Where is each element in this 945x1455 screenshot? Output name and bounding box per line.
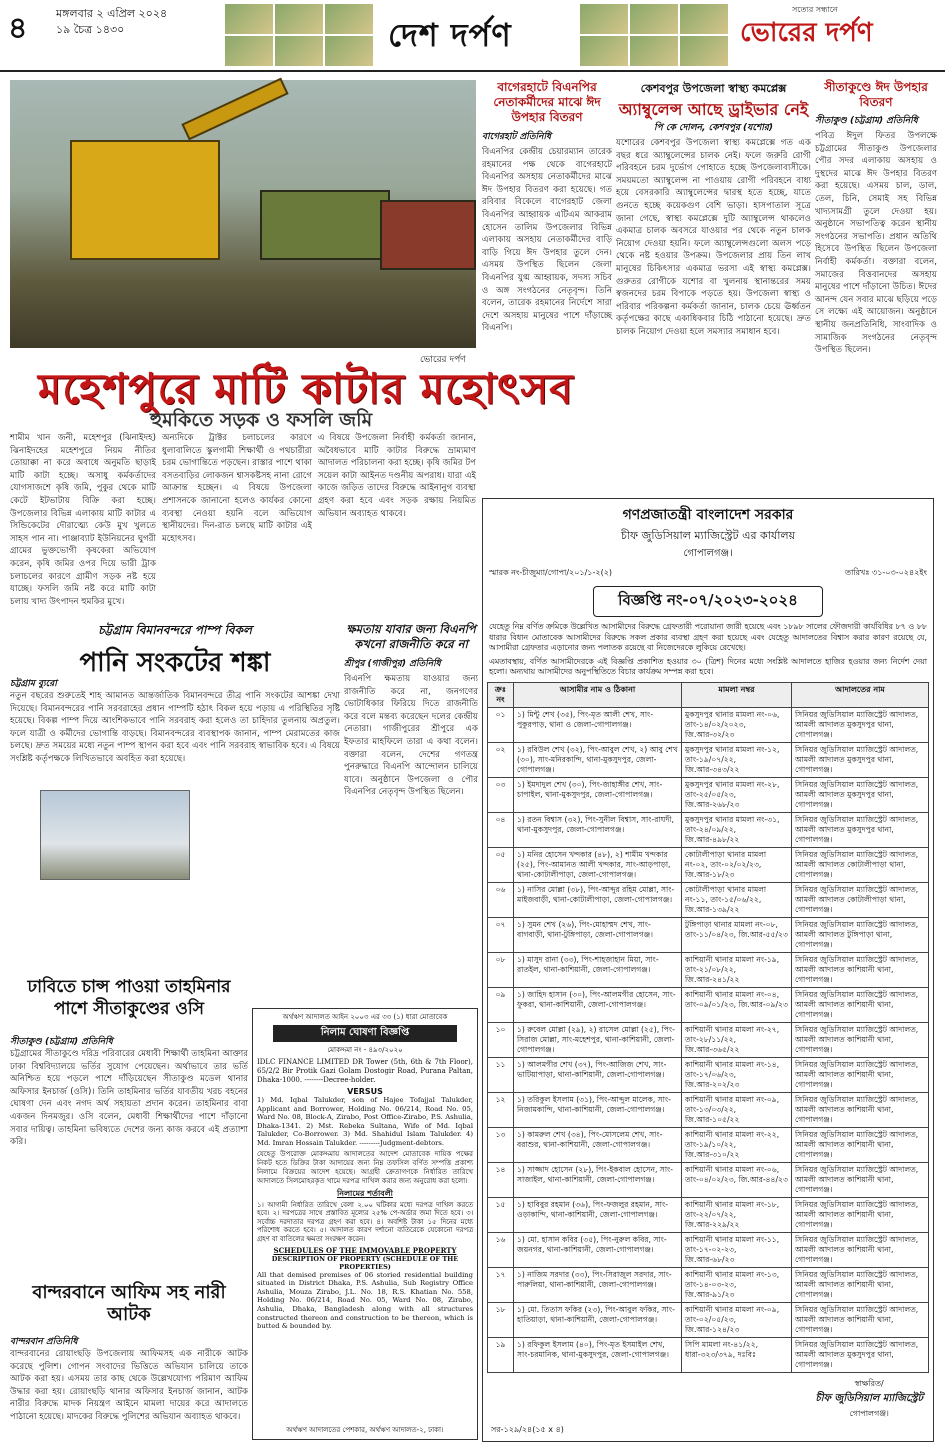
cell-court: সিনিয়র জুডিসিয়াল ম্যাজিস্ট্রেট আদালত, আমলী আদালত কাশিয়ানী থানা, গোপালগঞ্জ।: [792, 1022, 929, 1057]
cell-accused: ১) তরিকুল ইসলাম (৩১), পিং-আব্দুল মালেক, সাং-নিজামকান্দি, থানা-কাশিয়ানী, জেলা-গোপালগঞ্জ।: [514, 1092, 682, 1127]
header-thumbnail: [680, 36, 728, 66]
memo-number: স্মারক নং-চীজুম্যা/গোপা/২০১/১-২(২): [489, 568, 613, 577]
cell-court: সিনিয়র জুডিসিয়াল ম্যাজিস্ট্রেট আদালত, আমলী আদালত কাশিয়ানী থানা, গোপালগঞ্জ।: [792, 952, 929, 987]
newspaper-logo: ভোরের দর্পণ: [740, 18, 873, 48]
header-thumbnail: [630, 4, 678, 34]
cell-accused: ১) জাহিদ হাসান (৩০), পিং-আলমগীর হোসেন, সাং-ফুকরা, থানা-কাশিয়ানী, জেলা-গোপালগঞ্জ।: [514, 987, 682, 1022]
case-table: [487, 682, 929, 1373]
cell-sl: ০৫: [488, 847, 514, 882]
cell-case: মুকসুদপুর থানার মামলা নং-২৮, তাং-২৫/০৫/২৩, জি.আর-২৬৮/২৩: [682, 777, 792, 812]
gov-line3: গোপালগঞ্জ।: [683, 548, 733, 559]
court-warrant-notice: [482, 498, 934, 1442]
cell-accused: ১) মনির হোসেন খন্দকার (৪৮), ২) শামীম খন্দকার (২৫), পিং-আমানত আলী খন্দকার, সাং-আড়পাড়া, থানা-কোটালীপাড়া, জেলা-গোপালগঞ্জ।: [514, 847, 682, 882]
airport-photo: [40, 790, 190, 880]
table-row: [488, 1022, 929, 1057]
story-kicker: কেশবপুর উপজেলা স্বাস্থ্য কমপ্লেক্স: [640, 82, 787, 95]
signature-title: চীফ জুডিসিয়াল ম্যাজিস্ট্রেট: [815, 1393, 923, 1404]
water-story-body: নতুন বছরের শুরুতেই শাহ আমানত আন্তর্জাতিক বিমানবন্দরে তীব্র পানি সংকটের আশঙ্কা দেখা দিয়েছে। বিমানবন্দরের পানি সরবরাহের প্রধান পাম্পটি হঠাৎ বিকল হয়ে পড়ায় এ পরিস্থিতির সৃষ্টি হয়েছে। বিকল্প পাম্প দিয়ে আংশিকভাবে পানি সরবরাহ করা হলেও তা চাহিদার তুলনায় অপ্রতুল। ফলে যাত্রী ও কর্মীদের ভোগান্তি বাড়ছে। বিমানবন্দরের ব্যবস্থাপক জানান, পাম্প মেরামতের কাজ চলছে। দ্রুত সময়ের মধ্যে নতুন পাম্প স্থাপন করা হবে এবং পানি সরবরাহ স্বাভাবিক হবে। এ বিষয়ে সংশ্লিষ্ট কর্তৃপক্ষকে লিখিতভাবে অবহিত করা হয়েছে।: [10, 691, 340, 764]
cell-accused: ১) মাসুদ রানা (৩৩), পিং-শাহজাহান মিয়া, সাং-রাতইল, থানা-কাশিয়ানী, জেলা-গোপালগঞ্জ।: [514, 952, 682, 987]
story-byline: সীতাকুণ্ড (চট্টগ্রাম) প্রতিনিধি: [10, 1037, 113, 1047]
header-thumbnail: [580, 36, 628, 66]
date-gregorian: মঙ্গলবার ২ এপ্রিল ২০২৪: [56, 7, 168, 20]
page-number: ৪: [8, 11, 28, 46]
ad-conditions: ১। আগামী নির্ধারিত তারিখে বেলা ২.০০ ঘটিকার মধ্যে দরপত্র দাখিল করতে হবে। ২। দরপত্রের সাথে প্রস্তাবিত মূল্যের ২৫% পে-অর্ডার জমা দিতে হবে। ৩। সর্বোচ্চ দরদাতার দরপত্র গ্রহণ করা হবে। ৪। অবশিষ্ট টাকা ১৫ দিনের মধ্যে পরিশোধ করতে হবে। ৫। আদালত কারণ দর্শানো ব্যতিরেকে যেকোনো দরপত্র গ্রহণ বা বাতিলের ক্ষমতা সংরক্ষণ করেন।: [257, 1200, 473, 1243]
ad-defendants: 1) Md. Iqbal Talukder, son of Hajee Tofajjal Talukder, Applicant and Borrower, Holding No. 06/214, Road No. 05, Ward No. 08, Block-A, Zirabo, Post Office-Zirabo, P.S. Ashulia, Dhaka-1341. 2) Mst. Rebeka Sultana, Wife of Md. Iqbal Talukder, Co-Borrower. 3) Md. Shahidul Islam Talukder. 4) Md. Imran Hossain Talukder. ---------Judgment-debtors.: [257, 1096, 473, 1147]
cell-court: সিনিয়র জুডিসিয়াল ম্যাজিস্ট্রেট আদালত, আমলী আদালত কাশিয়ানী থানা, গোপালগঞ্জ।: [792, 1232, 929, 1267]
cell-sl: ১৩: [488, 1127, 514, 1162]
cell-sl: ০৮: [488, 952, 514, 987]
cell-accused: ১) হাবিবুর রহমান (৩৬), পিং-ফজলুর রহমান, সাং-ওড়াকান্দি, থানা-কাশিয়ানী, জেলা-গোপালগঞ্জ।: [514, 1197, 682, 1232]
date-line: [56, 6, 167, 38]
ad-notice-body: যেহেতু উপরোক্ত মোকদ্দমায় আদালতের আদেশ মোতাবেক দায়িক পক্ষের নিকট হতে ডিক্রির টাকা আদায়ের জন্য নিম্ন তফসিল বর্ণিত সম্পত্তি প্রকাশ্য নিলামে বিক্রয়ের আদেশ হয়েছে। আগ্রহী ক্রেতাগণকে নির্ধারিত তারিখে আদালতে সিলমোহরকৃত খামে দরপত্র দাখিল করার জন্য অনুরোধ করা হলো।: [257, 1149, 473, 1185]
tractor-trailer: [380, 200, 476, 270]
gov-line2: চীফ জুডিসিয়াল ম্যাজিস্ট্রেট এর কার্যালয়: [620, 529, 796, 542]
lead-subheadline: হুমকিতে সড়ক ও ফসলি জমি: [150, 409, 373, 431]
cell-case: টুঙ্গিপাড়া থানার মামলা নং-০৮, তাং-১১/০৪/২৩, জি.আর-৫৫/২৩: [682, 917, 792, 952]
table-row: [488, 1092, 929, 1127]
cell-case: কাশিয়ানী থানার মামলা নং-১৩, তাং-১৪-০৩-২৩, জি.আর-৯১/২৩: [682, 1267, 792, 1302]
water-story-head: [10, 622, 340, 678]
story-headline: বাগেরহাটে বিএনপির নেতাকর্মীদের মাঝে ঈদ উপহার বিতরণ: [493, 80, 601, 124]
story-body: যশোরের কেশবপুর উপজেলা স্বাস্থ্য কমপ্লেক্সে গত এক বছর ধরে অ্যাম্বুলেন্সের চালক নেই। ফলে জরুরি রোগী পরিবহনে চরম দুর্ভোগ পোহাতে হচ্ছে উপজেলাবাসীকে। সময়মতো অ্যাম্বুলেন্স না পাওয়ায় রোগী পরিবহনে বাধ্য হয়ে বেসরকারি অ্যাম্বুলেন্সের দ্বারস্থ হতে হচ্ছে, যাতে গুনতে হচ্ছে কয়েকগুণ বেশি ভাড়া। হাসপাতাল সূত্রে জানা গেছে, স্বাস্থ্য কমপ্লেক্সে দুটি অ্যাম্বুলেন্স থাকলেও একমাত্র চালক অবসরে যাওয়ার পর থেকে নতুন চালক নিয়োগ দেওয়া হয়নি। ফলে অ্যাম্বুলেন্সগুলো অলস পড়ে থেকে নষ্ট হওয়ার উপক্রম। উপজেলার প্রায় তিন লাখ মানুষের চিকিৎসার একমাত্র ভরসা এই স্বাস্থ্য কমপ্লেক্স। গুরুতর রোগীকে যশোর বা খুলনায় স্থানান্তরের সময় স্বজনদের চরম বিপাকে পড়তে হয়। উপজেলা স্বাস্থ্য ও পরিবার পরিকল্পনা কর্মকর্তা জানান, চালক চেয়ে ঊর্ধ্বতন কর্তৃপক্ষের কাছে একাধিকবার চিঠি পাঠানো হয়েছে। দ্রুত চালক নিয়োগ দেওয়া হলে সমস্যার সমাধান হবে।: [616, 138, 811, 337]
case-table-body: [488, 707, 929, 1372]
col-serial: ক্রঃ নং: [488, 682, 514, 707]
table-row: [488, 952, 929, 987]
ad-schedule-sub: DESCRIPTION OF PROPERTY (SCHEDULE OF THE PROPERTIES): [271, 1254, 459, 1271]
cell-court: সিনিয়র জুডিসিয়াল ম্যাজিস্ট্রেট আদালত, আমলী আদালত কোটালীপাড়া থানা, গোপালগঞ্জ।: [792, 847, 929, 882]
cell-court: সিনিয়র জুডিসিয়াল ম্যাজিস্ট্রেট আদালত, আমলী আদালত কাশিয়ানী থানা, গোপালগঞ্জ।: [792, 1267, 929, 1302]
table-row: [488, 1302, 929, 1337]
cell-accused: ১) নাজিম সরদার (৩৩), পিং-সিরাজুল সরদার, সাং-পারুলিয়া, থানা-কাশিয়ানী, জেলা-গোপালগঞ্জ।: [514, 1267, 682, 1302]
cell-case: কাশিয়ানী থানার মামলা নং-০৯, তাং-১৩/০৩/২২, জি.আর-১০৫/২২: [682, 1092, 792, 1127]
cell-sl: ১৬: [488, 1232, 514, 1267]
ad-court-line: অর্থঋণ আদালত আইন ২০০৩ এর ৩৩ (১) ধারা মোতাবেক: [282, 1013, 448, 1021]
story-body: বিএনপির কেন্দ্রীয় চেয়ারম্যান তারেক রহমানের পক্ষ থেকে বাগেরহাটে বিএনপির অসহায় নেতাকর্মীদের মাঝে ঈদ উপহার বিতরণ করা হয়েছে। গত রবিবার বিকেলে বাগেরহাট জেলা বিএনপির আহ্বায়ক এটিএম আকরাম হোসেন তালিম উপজেলার বিভিন্ন এলাকায় অসহায় নেতাকর্মীদের বাড়ি বাড়ি গিয়ে ঈদ উপহার তুলে দেন। এসময় উপস্থিত ছিলেন জেলা বিএনপির যুগ্ম আহ্বায়ক, সদস্য সচিব ও অঙ্গ সংগঠনের নেতৃবৃন্দ। তিনি বলেন, তারেক রহমানের নির্দেশে সারা দেশে অসহায় মানুষের পাশে দাঁড়াচ্ছে বিএনপি।: [482, 147, 612, 334]
ad-versus: VERSUS: [347, 1087, 383, 1096]
lead-headline: মহেশপুরে মাটি কাটার মহোৎসব: [38, 364, 574, 413]
cell-accused: ১) সাজ্জাদ হোসেন (২৮), পিং-ইকবাল হোসেন, সাং-সাজাইল, থানা-কাশিয়ানী, জেলা-গোপালগঞ্জ।: [514, 1162, 682, 1197]
header-thumbnail: [325, 4, 373, 34]
photo-credit: ভোরের দর্পণ: [420, 355, 466, 365]
table-row: [488, 1127, 929, 1162]
cell-sl: ১১: [488, 1057, 514, 1092]
header-thumbnail: [580, 4, 628, 34]
gov-line1: গণপ্রজাতন্ত্রী বাংলাদেশ সরকার: [622, 507, 794, 523]
col-case: মামলা নম্বর: [682, 682, 792, 707]
col-accused: আসামীর নাম ও ঠিকানা: [514, 682, 682, 707]
notice-footer-code: সর-১২৯/২৪(১৫ x ৪): [491, 1425, 564, 1434]
cell-case: কোটালীপাড়া থানার মামলা নং-১১, তাং-১৫/০৬/২২, জি.আর-১৩৯/২২: [682, 882, 792, 917]
cell-accused: ১) রফিকুল ইসলাম (৪০), পিং-মৃত ইসমাইল শেখ, সাং-চরমানিক, থানা-মুকসুদপুর, জেলা-গোপালগঞ্জ।: [514, 1337, 682, 1372]
story-headline: ক্ষমতায় যাবার জন্য বিএনপি কখনো রাজনীতি করে না: [346, 622, 476, 651]
cell-case: কাশিয়ানী থানার মামলা নং-১১, তাং-১৭-০২-২৩, জি.আর-৬৮/২৩: [682, 1232, 792, 1267]
cell-case: কাশিয়ানী থানার মামলা নং-১৮, তাং-২২/০৭/২২, জি.আর-২২৯/২২: [682, 1197, 792, 1232]
header-thumbnail: [225, 36, 273, 66]
signature-place: গোপালগঞ্জ।: [849, 1409, 889, 1418]
signature: স্বাক্ষরিত/: [854, 1379, 884, 1388]
date-bangla: ১৯ চৈত্র ১৪৩০: [56, 23, 125, 36]
story-headline: পানি সংকটের শঙ্কা: [79, 648, 271, 678]
cell-accused: ১) ইমদাদুল শেখ (৩০), পিং-জাহাঙ্গীর শেখ, সাং-চাপাইল, থানা-মুকসুদপুর, জেলা-গোপালগঞ্জ।: [514, 777, 682, 812]
cell-accused: ১) রুবেল মোল্লা (২৯), ২) রাসেল মোল্লা (২৫), পিং-সিরাজ মোল্লা, সাং-মহেশপুর, থানা-কাশিয়ানী, জেলা-গোপালগঞ্জ।: [514, 1022, 682, 1057]
cell-case: সিপি মামলা নং-৪১/২২, ধারা-৩২৩/৩৭৯, দঃবিঃ: [682, 1337, 792, 1372]
story-byline: পি কে দোলন, কেশবপুর (যশোর): [654, 123, 773, 133]
header-thumbnail: [680, 4, 728, 34]
cell-accused: ১) সুমন শেখ (২৬), পিং-মোহাম্মদ শেখ, সাং-বাগবাড়ী, থানা-টুঙ্গিপাড়া, জেলা-গোপালগঞ্জ।: [514, 917, 682, 952]
story-headline: অ্যাম্বুলেন্স আছে ড্রাইভার নেই: [618, 100, 809, 119]
table-row: [488, 1197, 929, 1232]
cell-case: মুকসুদপুর থানার মামলা নং-০৬, তাং-১৪/০২/২০২৩, জি.আর-৩২/২৩: [682, 707, 792, 742]
tahmina-headline: ঢাবিতে চান্স পাওয়া তাহমিনার পাশে সীতাকুণ্ডের ওসি: [27, 977, 231, 1019]
table-row: [488, 847, 929, 882]
story-byline: শ্রীপুর (গাজীপুর) প্রতিনিধি: [344, 659, 441, 669]
cell-sl: ০৪: [488, 812, 514, 847]
cell-accused: ১) রবিউল শেখ (৩২), পিং-আবুল শেখ, ২) আবু শেখ (৩০), সাং-মনিরকান্দি, থানা-মুকসুদপুর, জেলা-গোপালগঞ্জ।: [514, 742, 682, 777]
cell-sl: ১৮: [488, 1302, 514, 1337]
lead-body-col2: অন্যদিকে ট্রাক্টর চলাচলের কারণে ধুলাবালিতে স্কুলগামী শিক্ষার্থী ও পথচারীরা চরম ভোগান্তিতে পড়ছেন। রাস্তার পাশে থাকা বসতবাড়ির লোকজন শ্বাসকষ্টসহ নানা রোগে আক্রান্ত হচ্ছেন। এ বিষয়ে উপজেলা প্রশাসনকে জানানো হলেও কার্যকর কোনো ব্যবস্থা নেওয়া হয়নি বলে অভিযোগ স্থানীয়দের। দিন-রাত চলছে মাটি কাটার এই মহোৎসব।: [162, 433, 312, 544]
col-court: আদালতের নাম: [792, 682, 929, 707]
cell-court: সিনিয়র জুডিসিয়াল ম্যাজিস্ট্রেট আদালত, আমলী আদালত মুকসুদপুর থানা, গোপালগঞ্জ।: [792, 1337, 929, 1372]
cell-sl: ১৭: [488, 1267, 514, 1302]
ad-case-number: মোকদ্দমা নং - ৪৯৩/২০২০: [327, 1046, 403, 1054]
cell-court: সিনিয়র জুডিসিয়াল ম্যাজিস্ট্রেট আদালত, আমলী আদালত মুকসুদপুর থানা, গোপালগঞ্জ।: [792, 777, 929, 812]
lead-body-col3: এ বিষয়ে উপজেলা নির্বাহী কর্মকর্তা জানান, অবৈধভাবে মাটি কাটার বিরুদ্ধে ভ্রাম্যমাণ আদালত পরিচালনা করা হচ্ছে। কৃষি জমির টপ সয়েল কাটা আইনত দণ্ডনীয় অপরাধ। যারা এই কাজে জড়িত তাদের বিরুদ্ধে আইনানুগ ব্যবস্থা গ্রহণ করা হবে এবং সড়ক রক্ষায় নিয়মিত অভিযান অব্যাহত থাকবে।: [318, 433, 476, 519]
table-row: [488, 1162, 929, 1197]
cell-case: কাশিয়ানী থানার মামলা নং-০৬, তাং-০৪/০২/২৩, জি.আর-৪৪/২৩: [682, 1162, 792, 1197]
cell-court: সিনিয়র জুডিসিয়াল ম্যাজিস্ট্রেট আদালত, আমলী আদালত কাশিয়ানী থানা, গোপালগঞ্জ।: [792, 1092, 929, 1127]
header-photo-strip-right: [580, 4, 730, 66]
notice-intro2: এমতাবস্থায়, বর্ণিত আসামীদেরকে এই বিজ্ঞপ্তি প্রকাশিত হওয়ার ৩০ (ত্রিশ) দিনের মধ্যে সংশ্লিষ্ট আদালতে হাজির হওয়ার জন্য নির্দেশ দেয়া হলো। অন্যথায় আসামীদের অনুপস্থিতিতে বিচার কার্যক্রম সম্পন্ন করা হবে।: [489, 656, 927, 676]
header-thumbnail: [275, 4, 323, 34]
notice-intro: যেহেতু নিম্ন বর্ণিত ক্রমিকে উল্লেখিত আসামীদের বিরুদ্ধে গ্রেফতারী পরোয়ানা জারী হয়েছে এবং ১৮৯৮ সালের ফৌজদারী কার্যবিধির ৮৭ ও ৮৮ ধারার বিধান মোতাবেক আসামীদের বিরুদ্ধে সকল প্রকার ব্যবস্থা গ্রহণ করা হয়েছে এবং যেহেতু আদালতের বিশ্বাস করার কারণ রয়েছে যে, আসামীরা গ্রেফতার এড়ানোর জন্য পলাতক রয়েছে বা নিজেদেরকে লুকিয়ে রেখেছে।: [489, 622, 927, 652]
lead-photo-excavator: [10, 80, 476, 348]
cell-court: সিনিয়র জুডিসিয়াল ম্যাজিস্ট্রেট আদালত, আমলী আদালত মুকসুদপুর থানা, গোপালগঞ্জ।: [792, 812, 929, 847]
header-thumbnail: [325, 36, 373, 66]
cell-sl: ০৯: [488, 987, 514, 1022]
brand-tagline: সত্যের সন্ধানে: [792, 5, 838, 14]
table-row: [488, 777, 929, 812]
cell-court: সিনিয়র জুডিসিয়াল ম্যাজিস্ট্রেট আদালত, আমলী আদালত কাশিয়ানী থানা, গোপালগঞ্জ।: [792, 1057, 929, 1092]
table-row: [488, 1057, 929, 1092]
dump-truck: [260, 190, 390, 260]
cell-court: সিনিয়র জুডিসিয়াল ম্যাজিস্ট্রেট আদালত, আমলী আদালত মুকসুদপুর থানা, গোপালগঞ্জ।: [792, 742, 929, 777]
cell-sl: ০৬: [488, 882, 514, 917]
header-thumbnail: [275, 36, 323, 66]
cell-sl: ০৭: [488, 917, 514, 952]
bnp-story: [344, 622, 478, 1002]
ad-schedule-title: SCHEDULES OF THE IMMOVABLE PROPERTY: [273, 1245, 457, 1255]
story-byline: বান্দরবান প্রতিনিধি: [10, 1337, 78, 1347]
cell-sl: ১২: [488, 1092, 514, 1127]
notice-date: তারিখঃ ৩১-০৩-০২৪২ইং: [844, 568, 927, 577]
cell-court: সিনিয়র জুডিসিয়াল ম্যাজিস্ট্রেট আদালত, আমলী আদালত মুকসুদপুর থানা, গোপালগঞ্জ।: [792, 707, 929, 742]
cell-case: কাশিয়ানী থানার মামলা নং-২২, তাং-১৯/১০/২২, জি.আর-৩১০/২২: [682, 1127, 792, 1162]
page-header: [0, 0, 945, 72]
ad-schedule-body: All that demised premises of 06 storied residential building situated in District Dhaka, P.S. Ashulia, Sub Registry Office Ashulia, Mouza Zirabo, J.L. No. 18, R.S. Khatian No. 558, Holding No. 06/214, Road No. 05, Ward No. 08, Zirabo, Ashulia, Dhaka, Bangladesh along with all structures constructed thereon and construction to be thereon, which is butted & bounded by.: [257, 1270, 473, 1331]
bandarban-headline: বান্দরবানে আফিম সহ নারী আটক: [32, 1282, 226, 1325]
cell-accused: ১) আলমগীর শেখ (৩৭), পিং-আজিজ শেখ, সাং-ভাটিয়াপাড়া, থানা-কাশিয়ানী, জেলা-গোপালগঞ্জ।: [514, 1057, 682, 1092]
table-row: [488, 882, 929, 917]
cell-court: সিনিয়র জুডিসিয়াল ম্যাজিস্ট্রেট আদালত, আমলী আদালত টুঙ্গিপাড়া থানা, গোপালগঞ্জ।: [792, 917, 929, 952]
table-row: [488, 1337, 929, 1372]
signature-block: [815, 1378, 923, 1421]
keshabpur-story: [616, 80, 811, 490]
story-byline: বাগেরহাট প্রতিনিধি: [482, 132, 552, 142]
story-body: বিএনপি ক্ষমতায় যাওয়ার জন্য রাজনীতি করে না, জনগণের ভোটাধিকার ফিরিয়ে দিতে রাজনীতি করে বলে মন্তব্য করেছেন দলের কেন্দ্রীয় নেতারা। গাজীপুরের শ্রীপুরে এক ইফতার মাহফিলে তারা এ কথা বলেন। বক্তারা বলেন, দেশের গণতন্ত্র পুনরুদ্ধারে বিএনপি আন্দোলন চালিয়ে যাবে। অনুষ্ঠানে উপজেলা ও পৌর বিএনপির নেতৃবৃন্দ উপস্থিত ছিলেন।: [344, 674, 478, 798]
case-table-wrap: [483, 682, 933, 1369]
cell-sl: ১৪: [488, 1162, 514, 1197]
section-title: দেশ দর্পণ: [388, 16, 512, 54]
bandarban-body: বান্দরবানের রোয়াংছড়ি উপজেলায় আফিমসহ এক নারীকে আটক করেছে পুলিশ। গোপন সংবাদের ভিত্তিতে অভিযান চালিয়ে তাকে আটক করা হয়। এসময় তার কাছ থেকে উল্লেখযোগ্য পরিমাণ আফিম উদ্ধার করা হয়। রোয়াংছড়ি থানার অফিসার ইনচার্জ জানান, আটক নারীর বিরুদ্ধে মাদক নিয়ন্ত্রণ আইনে মামলা দায়ের করে আদালতে পাঠানো হয়েছে। মাদকের বিরুদ্ধে পুলিশের অভিযান অব্যাহত থাকবে।: [10, 1349, 248, 1422]
cell-case: কাশিয়ানী থানার মামলা নং-২৭, তাং-২৮/১১/২২, জি.আর-৩৬৫/২২: [682, 1022, 792, 1057]
excavator-body: [70, 140, 220, 260]
ad-conditions-title: নিলামের শর্তাবলী: [337, 1188, 393, 1198]
ad-signatory: অর্থঋণ আদালতের পেশকার, অর্থঋণ আদালত-২, ঢাকা।: [286, 1426, 444, 1434]
cell-court: সিনিয়র জুডিসিয়াল ম্যাজিস্ট্রেট আদালত, আমলী আদালত কাশিয়ানী থানা, গোপালগঞ্জ।: [792, 1197, 929, 1232]
cell-case: কাশিয়ানী থানার মামলা নং-০৪, তাং-০৯/০১/২৩, জি.আর-০৯/২৩: [682, 987, 792, 1022]
cell-accused: ১) নাসির মোল্লা (৩৮), পিং-আব্দুর রহিম মোল্লা, সাং-মাইজবাড়ী, থানা-কোটালীপাড়া, জেলা-গোপালগঞ্জ।: [514, 882, 682, 917]
lead-body-col1: শামীম খান জনী, মহেশপুর (ঝিনাইদহ) ঝিনাইদহের মহেশপুরে নিয়ম নীতির তোয়াক্কা না করে অবাধে অনুমতি ছাড়াই মাটি কাটা হচ্ছে। অসাধু কর্মকর্তাদের যোগসাজশে কৃষি জমি, পুকুর থেকে মাটি কেটে ইটভাটায় বিক্রি করা হচ্ছে। উপজেলার বিভিন্ন এলাকায় মাটি কাটার এ সিন্ডিকেটের দৌরাত্ম্যে কেউ মুখ খুলতে সাহস পান না। পাঞ্জাব্যাট ইউনিয়নের ঘুগরী গ্রামের ভুক্তভোগী কৃষকেরা অভিযোগ করেন, কৃষি জমির ওপর দিয়ে ভারী ট্রাক চলাচলের কারণে গ্রামীণ সড়ক নষ্ট হয়ে যাচ্ছে। ফসলি জমি নষ্ট করে মাটি কাটা চলায় খাদ্য উৎপাদন হুমকির মুখে।: [10, 433, 156, 607]
table-row: [488, 917, 929, 952]
cell-court: সিনিয়র জুডিসিয়াল ম্যাজিস্ট্রেট আদালত, আমলী আদালত কোটালীপাড়া থানা, গোপালগঞ্জ।: [792, 882, 929, 917]
table-header-row: [488, 682, 929, 707]
cell-sl: ১৯: [488, 1337, 514, 1372]
story-headline: সীতাকুণ্ডে ঈদ উপহার বিতরণ: [824, 80, 928, 109]
cell-case: কাশিয়ানী থানার মামলা নং-১৪, তাং-১৭/০৬/২৩, জি.আর-২০২/২৩: [682, 1057, 792, 1092]
sitakunda-story: [815, 80, 937, 490]
cell-case: মুকসুদপুর থানার মামলা নং-৩১, তাং-২৪/০৯/২২, জি.আর-৪৯৮/২২: [682, 812, 792, 847]
table-row: [488, 742, 929, 777]
story-body: পবিত্র ঈদুল ফিতর উপলক্ষে চট্টগ্রামের সীতাকুণ্ড উপজেলার পৌর সদর এলাকায় অসহায় ও দুস্থদের মাঝে ঈদ উপহার বিতরণ করা হয়েছে। এসময় চাল, ডাল, তেল, চিনি, সেমাই সহ বিভিন্ন খাদ্যসামগ্রী তুলে দেওয়া হয়। অনুষ্ঠানে সভাপতিত্ব করেন স্থানীয় সংগঠনের সভাপতি। প্রধান অতিথি হিসেবে উপস্থিত ছিলেন উপজেলা নির্বাহী কর্মকর্তা। বক্তারা বলেন, সমাজের বিত্তবানদের অসহায় মানুষের পাশে দাঁড়ানো উচিত। ঈদের আনন্দ যেন সবার মাঝে ছড়িয়ে পড়ে সে লক্ষ্যে এই আয়োজন। অনুষ্ঠানে স্থানীয় জনপ্রতিনিধি, সাংবাদিক ও সামাজিক সংগঠনের নেতৃবৃন্দ উপস্থিত ছিলেন।: [815, 131, 937, 356]
story-byline: চট্টগ্রাম ব্যুরো: [10, 679, 57, 689]
cell-court: সিনিয়র জুডিসিয়াল ম্যাজিস্ট্রেট আদালত, আমলী আদালত কাশিয়ানী থানা, গোপালগঞ্জ।: [792, 1302, 929, 1337]
cell-sl: ০৩: [488, 777, 514, 812]
notice-title: বিজ্ঞপ্তি নং-০৭/২০২৩-২০২৪: [593, 586, 823, 617]
cell-accused: ১) রতন বিশ্বাস (৩২), পিং-সুনীল বিশ্বাস, সাং-রাঘদী, থানা-মুকসুদপুর, জেলা-গোপালগঞ্জ।: [514, 812, 682, 847]
header-photo-strip-left: [225, 4, 375, 66]
table-row: [488, 987, 929, 1022]
header-thumbnail: [630, 36, 678, 66]
cell-accused: ১) মো. তিতাস ফকির (২৩), পিং-আবুল ফকির, সাং-হাতিয়াড়া, থানা-কাশিয়ানী, জেলা-গোপালগঞ্জ।: [514, 1302, 682, 1337]
story-byline: সীতাকুণ্ড (চট্টগ্রাম) প্রতিনিধি: [815, 116, 918, 126]
cell-accused: ১) মো. হাসান কবির (৩৫), পিং-নুরুল কবির, সাং-জয়নগর, থানা-কাশিয়ানী, জেলা-গোপালগঞ্জ।: [514, 1232, 682, 1267]
table-row: [488, 707, 929, 742]
ad-title: নিলাম ঘোষণা বিজ্ঞপ্তি: [273, 1025, 457, 1042]
excavator-arm: [181, 78, 288, 141]
table-row: [488, 1232, 929, 1267]
header-thumbnail: [225, 4, 273, 34]
cell-sl: ১০: [488, 1022, 514, 1057]
cell-sl: ০২: [488, 742, 514, 777]
cell-sl: ১৫: [488, 1197, 514, 1232]
story-kicker: চট্টগ্রাম বিমানবন্দরে পাম্প বিকল: [98, 623, 252, 637]
ad-plaintiff: IDLC FINANCE LIMITED DR Tower (5th, 6th & 7th Floor), 65/2/2 Bir Protik Gazi Golam Dostogir Road, Purana Paltan, Dhaka-1000. --------Decree-holder.: [257, 1058, 473, 1084]
table-row: [488, 1267, 929, 1302]
cell-case: কোটালীপাড়া থানার মামলা নং-০২, তাং-০২/০২/২৩, জি.আর-১৮/২৩: [682, 847, 792, 882]
cell-court: সিনিয়র জুডিসিয়াল ম্যাজিস্ট্রেট আদালত, আমলী আদালত কাশিয়ানী থানা, গোপালগঞ্জ।: [792, 1127, 929, 1162]
cell-accused: ১) মিন্টু শেখ (৩৫), পিং-মৃত আলী শেখ, সাং-পুকুরপাড়, থানা ও জেলা-গোপালগঞ্জ।: [514, 707, 682, 742]
cell-sl: ০১: [488, 707, 514, 742]
cell-court: সিনিয়র জুডিসিয়াল ম্যাজিস্ট্রেট আদালত, আমলী আদালত কাশিয়ানী থানা, গোপালগঞ্জ।: [792, 1162, 929, 1197]
table-row: [488, 812, 929, 847]
cell-case: কাশিয়ানী থানার মামলা নং-১৯, তাং-২১/০৮/২২, জি.আর-২৪১/২২: [682, 952, 792, 987]
cell-court: সিনিয়র জুডিসিয়াল ম্যাজিস্ট্রেট আদালত, আমলী আদালত কাশিয়ানী থানা, গোপালগঞ্জ।: [792, 987, 929, 1022]
tahmina-body: চট্টগ্রামের সীতাকুণ্ডে দরিদ্র পরিবারের মেধাবী শিক্ষার্থী তাহমিনা আক্তার ঢাকা বিশ্ববিদ্যালয়ে ভর্তির সুযোগ পেয়েছেন। অর্থাভাবে তার ভর্তি অনিশ্চিত হয়ে পড়লে পাশে দাঁড়িয়েছেন সীতাকুণ্ড মডেল থানার অফিসার ইনচার্জ (ওসি)। তিনি তাহমিনার ভর্তির যাবতীয় খরচ বহনের ঘোষণা দেন এবং নগদ অর্থ সহায়তা প্রদান করেন। তাহমিনার বাবা একজন দিনমজুর। ওসি বলেন, মেধাবী শিক্ষার্থীদের পাশে দাঁড়ানো সবার দায়িত্ব। তাহমিনা ভবিষ্যতে দেশের জন্য কাজ করবে এই প্রত্যাশা করি।: [10, 1049, 248, 1148]
cell-case: মুকসুদপুর থানার মামলা নং-১২, তাং-১৯/০৭/২২, জি.আর-৩৪৩/২২: [682, 742, 792, 777]
cell-accused: ১) কামরুল শেখ (৩৪), পিং-মোসলেম শেখ, সাং-বরাশুর, থানা-কাশিয়ানী, জেলা-গোপালগঞ্জ।: [514, 1127, 682, 1162]
cell-case: কাশিয়ানী থানার মামলা নং-০৯, তাং-০২/০৫/২৩, জি.আর-১২৪/২৩: [682, 1302, 792, 1337]
auction-notice-ad: [252, 1008, 478, 1440]
